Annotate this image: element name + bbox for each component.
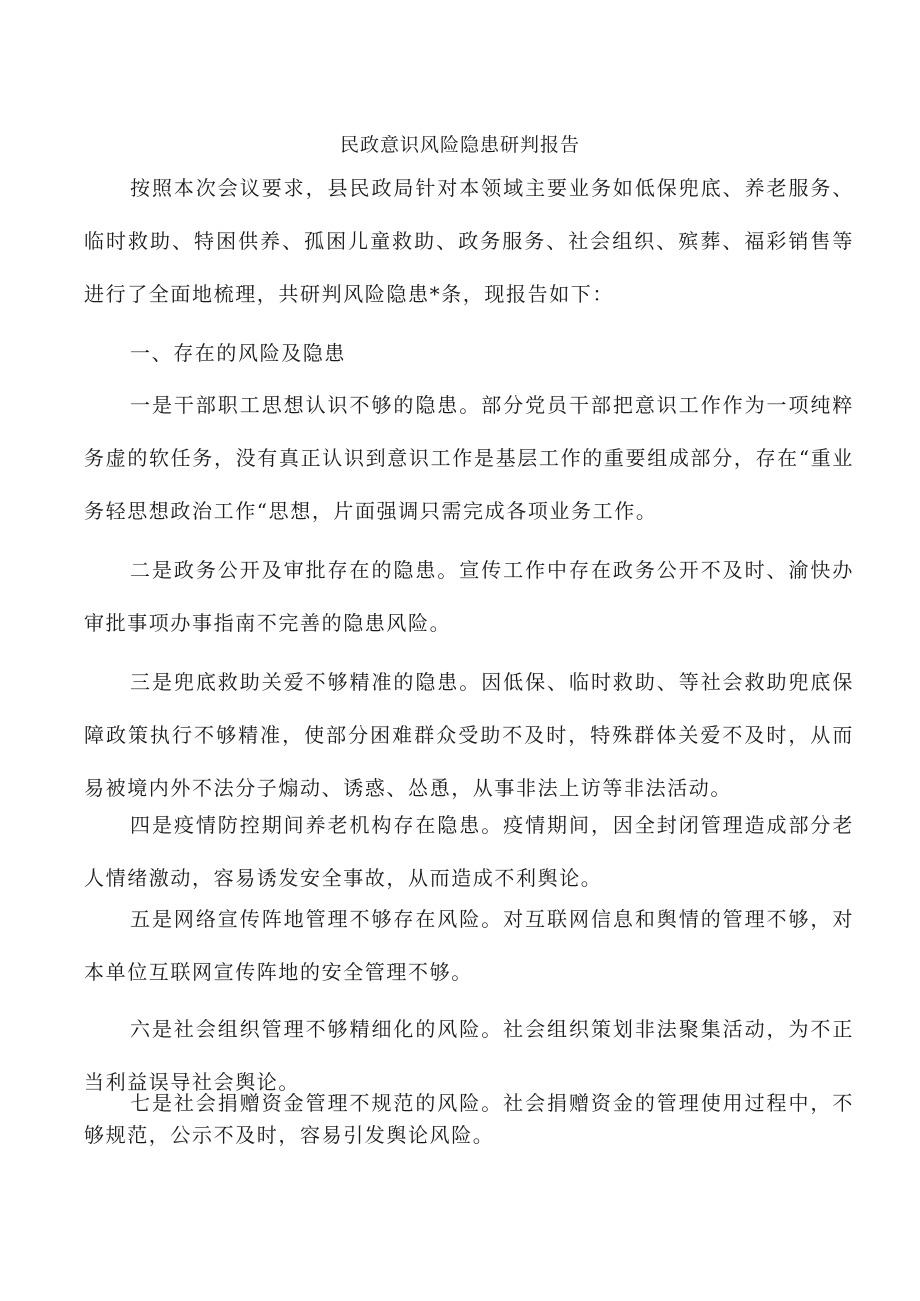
risk-item-5: 五是网络宣传阵地管理不够存在风险。对互联网信息和舆情的管理不够，对本单位互联网宣传阵地的安全管理不够。 bbox=[84, 907, 854, 984]
section-heading: 一、存在的风险及隐患 bbox=[130, 341, 346, 365]
document-title: 民政意识风险隐患研判报告 bbox=[339, 134, 580, 156]
risk-item-6: 六是社会组织管理不够精细化的风险。社会组织策划非法聚集活动，为不正当利益误导社会舆论。 bbox=[84, 1017, 854, 1094]
risk-item-7: 七是社会捐赠资金管理不规范的风险。社会捐赠资金的管理使用过程中，不够规范，公示不及时，容易引发舆论风险。 bbox=[84, 1091, 854, 1147]
risk-item-2: 二是政务公开及审批存在的隐患。宣传工作中存在政务公开不及时、渝快办审批事项办事指南不完善的隐患风险。 bbox=[84, 558, 854, 635]
intro-paragraph: 按照本次会议要求，县民政局针对本领域主要业务如低保兜底、养老服务、临时救助、特困供养、孤困儿童救助、政务服务、社会组织、殡葬、福彩销售等进行了全面地梳理，共研判风险隐患*条，现报告如下： bbox=[84, 176, 854, 306]
risk-item-3: 三是兜底救助关爱不够精准的隐患。因低保、临时救助、等社会救助兜底保障政策执行不够精准，使部分困难群众受助不及时，特殊群体关爱不及时，从而易被境内外不法分子煽动、诱惑、怂恿，从事非法上访等非法活动。 bbox=[84, 670, 854, 800]
risk-item-1: 一是干部职工思想认识不够的隐患。部分党员干部把意识工作作为一项纯粹务虚的软任务，没有真正认识到意识工作是基层工作的重要组成部分，存在“重业务轻思想政治工作“思想，片面强调只需完成各项业务工作。 bbox=[84, 393, 854, 523]
risk-item-4: 四是疫情防控期间养老机构存在隐患。疫情期间，因全封闭管理造成部分老人情绪激动，容易诱发安全事故，从而造成不利舆论。 bbox=[84, 813, 854, 890]
